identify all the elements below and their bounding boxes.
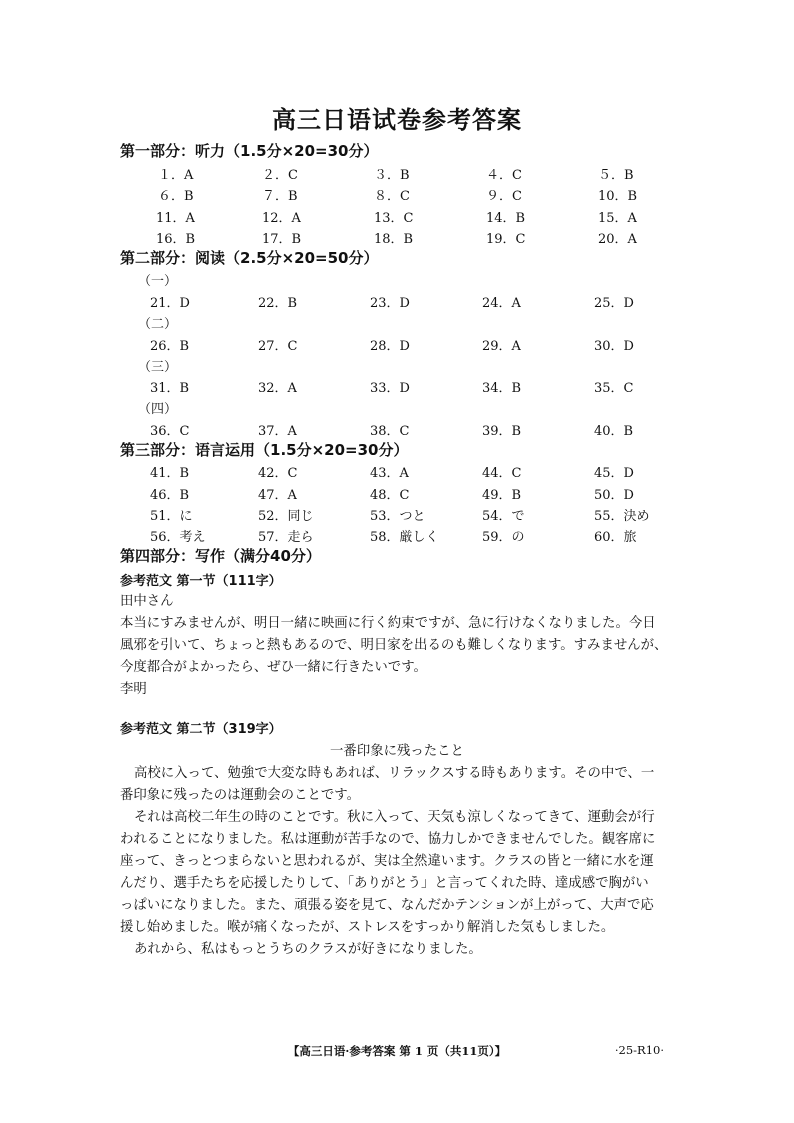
letter-line: 本当にすみませんが、明日一緒に映画に行く約束ですが、急に行けなくなりました。今日 <box>120 616 656 631</box>
answer-item: 55．決め <box>594 509 650 524</box>
group-label: （四） <box>138 402 178 417</box>
answer-row <box>0 228 794 248</box>
answer-item: 24．A <box>482 296 521 311</box>
answer-item: 25．D <box>594 296 634 311</box>
answer-item: 40．B <box>594 424 634 439</box>
answer-item: 26．B <box>150 339 190 354</box>
answer-item: 14．B <box>486 211 526 226</box>
answer-item: ８．C <box>374 189 410 204</box>
answer-item: 35．C <box>594 381 634 396</box>
essay-line: それは高校二年生の時のことです。秋に入って、天気も涼しくなってきて、運動会が行 <box>134 810 655 825</box>
answer-item: 18．B <box>374 232 414 247</box>
answer-item: 44．C <box>482 466 522 481</box>
answer-row <box>0 377 794 397</box>
answer-item: ３．B <box>374 168 410 183</box>
answer-row <box>0 526 794 546</box>
answer-item: 32．A <box>258 381 297 396</box>
letter-line: 風邪を引いて、ちょっと熱もあるので、明日家を出るのも難しくなります。すみませんが、 <box>120 638 668 653</box>
answer-row <box>0 185 794 205</box>
answer-row <box>0 164 794 184</box>
answer-item: 10．B <box>598 189 638 204</box>
answer-item: １．A <box>158 168 194 183</box>
answer-item: 59．の <box>482 530 525 545</box>
essay-line: んだり、選手たちを応援したりして、「ありがとう」と言ってくれた時、達成感で胸がい <box>120 876 649 891</box>
essay-line: 番印象に残ったのは運動会のことです。 <box>120 788 360 803</box>
answer-item: 15．A <box>598 211 637 226</box>
answer-item: 31．B <box>150 381 190 396</box>
answer-item: ９．C <box>486 189 522 204</box>
essay-line: われることになりました。私は運動が苦手なので、協力しかできませんでした。観客席に <box>120 832 656 847</box>
answer-item: 51．に <box>150 509 193 524</box>
answer-item: 49．B <box>482 488 522 503</box>
answer-item: 19．C <box>486 232 526 247</box>
answer-item: 38．C <box>370 424 410 439</box>
answer-row <box>0 335 794 355</box>
answer-item: 23．D <box>370 296 410 311</box>
essay-line: 座って、きっとつまらないと思われるが、実は全然違います。クラスの皆と一緒に水を運 <box>120 854 654 869</box>
page-footer: 【高三日语·参考答案 第 1 页（共11页）】 <box>287 1044 507 1058</box>
answer-item: ２．C <box>262 168 298 183</box>
answer-item: 57．走ら <box>258 530 314 545</box>
group-label: （三） <box>138 360 178 375</box>
answer-row <box>0 505 794 525</box>
group-label: （二） <box>138 317 178 332</box>
page-title: 高三日语试卷参考答案 <box>272 106 522 134</box>
answer-item: 48．C <box>370 488 410 503</box>
letter-greeting: 田中さん <box>120 594 174 609</box>
answer-row <box>0 207 794 227</box>
letter-signature: 李明 <box>120 682 147 697</box>
answer-item: ５．B <box>598 168 634 183</box>
answer-item: 11．A <box>156 211 195 226</box>
answer-item: 33．D <box>370 381 410 396</box>
answer-item: ７．B <box>262 189 298 204</box>
answer-item: 21．D <box>150 296 190 311</box>
answer-item: 16．B <box>156 232 196 247</box>
part1-heading: 第一部分：听力（1.5分×20=30分） <box>120 142 379 160</box>
answer-item: 41．B <box>150 466 190 481</box>
answer-item: 53．つと <box>370 509 426 524</box>
answer-item: 29．A <box>482 339 521 354</box>
answer-row <box>0 420 794 440</box>
answer-item: 17．B <box>262 232 302 247</box>
answer-item: 37．A <box>258 424 297 439</box>
answer-item: 54．で <box>482 509 525 524</box>
part2-heading: 第二部分：阅读（2.5分×20=50分） <box>120 249 379 267</box>
answer-item: 56．考え <box>150 530 206 545</box>
answer-item: 45．D <box>594 466 634 481</box>
answer-item: 36．C <box>150 424 190 439</box>
section1-heading: 参考范文 第一节（111字） <box>120 574 282 589</box>
essay-line: っぱいになりました。また、頑張る姿を見て、なんだかテンションが上がって、大声で応 <box>120 898 654 913</box>
answer-item: 46．B <box>150 488 190 503</box>
answer-item: 30．D <box>594 339 634 354</box>
answer-item: 42．C <box>258 466 298 481</box>
essay-line: あれから、私はもっとうちのクラスが好きになりました。 <box>134 942 482 957</box>
answer-item: 43．A <box>370 466 409 481</box>
answer-item: 12．A <box>262 211 301 226</box>
part3-heading: 第三部分：语言运用（1.5分×20=30分） <box>120 441 409 459</box>
answer-item: 28．D <box>370 339 410 354</box>
footer-code: ·25-R10· <box>614 1043 664 1057</box>
answer-item: 20．A <box>598 232 637 247</box>
answer-item: 27．C <box>258 339 298 354</box>
answer-item: 47．A <box>258 488 297 503</box>
answer-item: 50．D <box>594 488 634 503</box>
answer-row <box>0 462 794 482</box>
answer-item: 52．同じ <box>258 509 314 524</box>
part4-heading: 第四部分：写作（满分40分） <box>120 547 321 565</box>
answer-item: 60．旅 <box>594 530 637 545</box>
essay-line: 高校に入って、勉強で大変な時もあれば、リラックスする時もあります。その中で、一 <box>134 766 655 781</box>
answer-item: 13．C <box>374 211 414 226</box>
answer-item: ４．C <box>486 168 522 183</box>
section2-heading: 参考范文 第二节（319字） <box>120 722 282 737</box>
letter-line: 今度都合がよかったら、ぜひ一緒に行きたいです。 <box>120 660 427 675</box>
answer-item: 34．B <box>482 381 522 396</box>
essay-line: 援し始めました。喉が痛くなったが、ストレスをすっかり解消した気もしました。 <box>120 920 615 935</box>
answer-item: ６．B <box>158 189 194 204</box>
essay-title: 一番印象に残ったこと <box>330 744 464 759</box>
answer-row <box>0 292 794 312</box>
answer-item: 39．B <box>482 424 522 439</box>
answer-item: 22．B <box>258 296 298 311</box>
answer-row <box>0 484 794 504</box>
answer-item: 58．厳しく <box>370 530 439 545</box>
group-label: （一） <box>138 274 178 289</box>
